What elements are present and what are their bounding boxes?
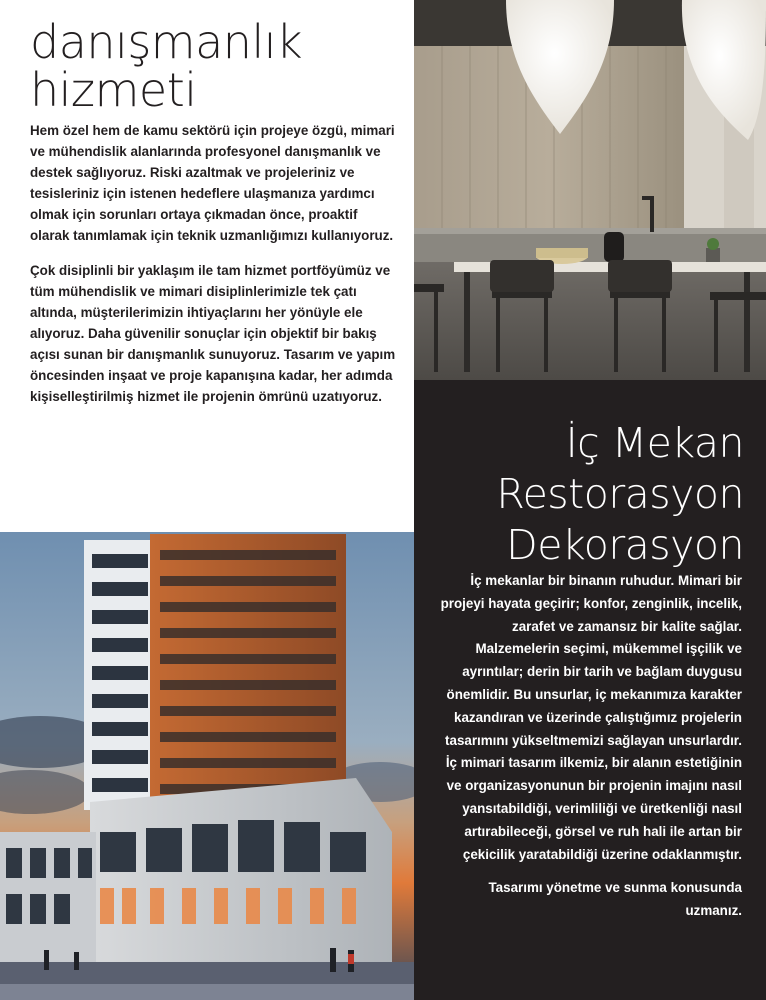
consulting-title-line2: hizmeti [30,63,197,117]
consulting-body [30,120,400,421]
consulting-title-line1: danışmanlık [30,15,303,69]
interior-title-line1: İç Mekan [565,419,744,467]
interior-paragraph-1: İç mekanlar bir binanın ruhudur. Mimari bir projeyi hayata geçirir; konfor, zenginlik, incelik, zarafet ve zamansız bir kalite sağlar. Malzemelerin seçimi, mükemmel işçilik ve ayrıntılar; derin bir tarih ve bağlam duygusu önemlidir. Bu unsurlar, iç mekanımıza karakter kazandıran ve üzerinde çalıştığımız projelerin tasarımını yükseltmemizi sağlayan unsurlardır. İç mimari tasarım ilkemiz, bir alanın estetiğinin ve organizasyonunun bir projenin imajını nasıl yansıtabildiği, verimliliği ve üretkenliği nasıl artırabileceği, görsel ve ruh hali ile artan bir çekicilik yaratabildiği üzerine odaklanmıştır. [440,573,742,862]
interior-body [434,570,742,934]
consulting-section [0,0,414,532]
building-rendering-photo [0,532,414,1000]
interior-title-line3: Dekorasyon [506,521,744,569]
interior-title [496,418,744,571]
consulting-title [30,15,303,117]
interior-dining-photo [414,0,766,380]
interior-title-line2: Restorasyon [496,470,744,518]
consulting-paragraph-1: Hem özel hem de kamu sektörü için projeye özgü, mimari ve mühendislik alanlarında profesyonel danışmanlık ve destek sağlıyoruz. Riski azaltmak ve projeleriniz ve tesisleriniz için istenen hedeflere ulaşmanıza yardımcı olmak için sorunları ortaya çıkmadan önce, proaktif olarak tanımlamak için teknik uzmanlığımızı kullanıyoruz. [30,123,395,243]
interior-paragraph-2: Tasarımı yönetme ve sunma konusunda uzmanız. [488,880,742,919]
consulting-paragraph-2: Çok disiplinli bir yaklaşım ile tam hizmet portföyümüz ve tüm mühendislik ve mimari disiplinlerimizle tek çatı altında, müşterilerimizin ihtiyaçlarını her yönüyle ele alıyoruz. Daha güvenilir sonuçlar için objektif bir bakış açısı sunan bir danışmanlık sunuyoruz. Tasarım ve yapım öncesinden inşaat ve proje kapanışına kadar, her adımda kişiselleştirilmiş hizmet ile projenin ömrünü uzatıyoruz. [30,263,396,404]
